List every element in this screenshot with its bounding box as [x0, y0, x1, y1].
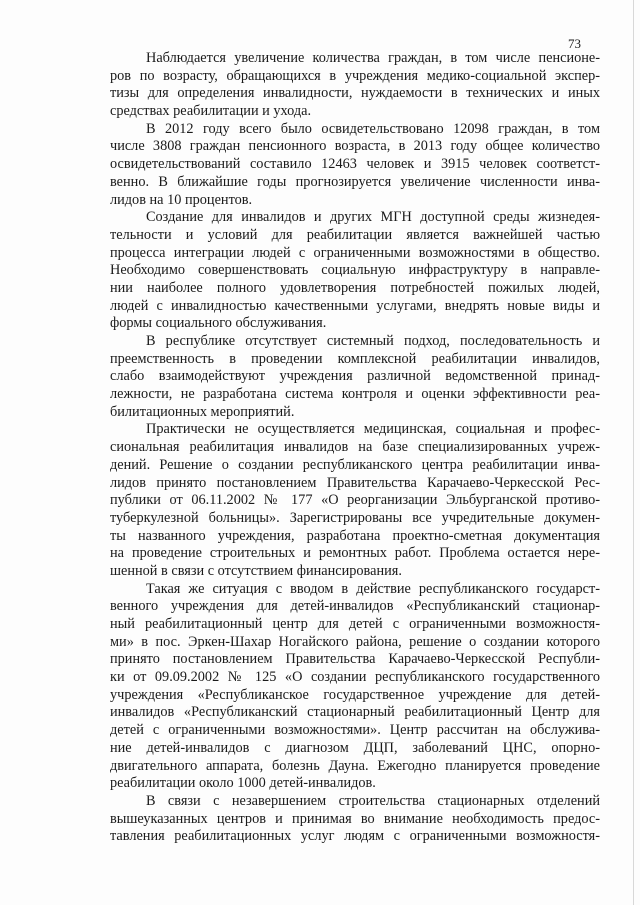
text-line: Создание для инвалидов и других МГН доступной среды жизнедея-: [146, 209, 600, 226]
text-line: дений. Решение о создании республиканского центра реабилитации инва-: [110, 456, 600, 473]
text-line: Практически не осуществляется медицинская, социальная и профес-: [146, 421, 600, 438]
text-line: инвалидов «Республиканский стационарный реабилитационный Центр для: [110, 704, 600, 721]
text-line: преемственность в проведении комплексной реабилитации инвалидов,: [110, 350, 600, 367]
text-line: двигательного аппарата, болезнь Дауна. Ежегодно планируется проведение: [110, 757, 600, 774]
text-line: ки от 09.09.2002 № 125 «О создании республиканского государственного: [110, 669, 600, 686]
text-line: лидов на 10 процентов.: [110, 191, 253, 208]
text-line: шенной в связи с отсутствием финансирования.: [110, 562, 402, 579]
text-line: венно. В ближайшие годы прогнозируется увеличение численности инва-: [110, 173, 600, 190]
text-line: нии наиболее полного удовлетворения потребностей пожилых людей,: [110, 279, 600, 296]
text-line: Необходимо совершенствовать социальную инфраструктуру в направле-: [110, 262, 600, 279]
body-text: [110, 50, 600, 846]
text-line: лидов принято постановлением Правительства Карачаево-Черкесской Рес-: [110, 474, 600, 491]
text-line: туберкулезной больницы». Зарегистрированы все учредительные докумен-: [110, 509, 600, 526]
text-line: средствах реабилитации и ухода.: [110, 103, 312, 120]
text-line: принято постановлением Правительства Карачаево-Черкесской Республи-: [110, 651, 600, 668]
text-line: процесса интеграции людей с ограниченными возможностями в общество.: [110, 244, 600, 261]
page-number: 73: [568, 36, 581, 51]
text-line: формы социального обслуживания.: [110, 315, 327, 332]
text-line: публики от 06.11.2002 № 177 «О реорганизации Эльбурганской противо-: [110, 492, 600, 509]
text-line: ный реабилитационный центр для детей с ограниченными возможностя-: [110, 616, 600, 632]
text-line: венного учреждения для детей-инвалидов «Республиканский стационар-: [110, 598, 600, 615]
text-line: слабо взаимодействуют учреждения различной ведомственной принад-: [110, 368, 600, 385]
scan-edge-line: [633, 0, 634, 905]
text-line: В 2012 году всего было освидетельствовано 12098 граждан, в том: [146, 120, 600, 137]
text-line: Такая же ситуация с вводом в действие республиканского государст-: [146, 580, 600, 597]
text-line: учреждения «Республиканское государственное учреждение для детей-: [110, 686, 600, 703]
text-line: вышеуказанных центров и принимая во внимание необходимость предос-: [110, 810, 600, 827]
text-line: В связи с незавершением строительства стационарных отделений: [146, 792, 600, 809]
text-line: ми» в пос. Эркен-Шахар Ногайского района, решение о создании которого: [110, 633, 600, 650]
text-line: реабилитации около 1000 детей-инвалидов.: [110, 775, 376, 792]
text-line: тавления реабилитационных услуг людям с ограниченными возможностя-: [110, 828, 600, 845]
text-line: билитационных мероприятий.: [110, 403, 295, 420]
text-line: ров по возрасту, обращающихся в учреждения медико-социальной экспер-: [110, 67, 600, 84]
text-line: Наблюдается увеличение количества граждан, в том числе пенсионе-: [146, 50, 600, 66]
text-line: ты названного учреждения, разработана проектно-сметная документация: [110, 527, 600, 544]
text-line: детей с ограниченными возможностями». Центр рассчитан на обслужива-: [110, 722, 600, 739]
text-line: ние детей-инвалидов с диагнозом ДЦП, заболеваний ЦНС, опорно-: [110, 739, 600, 756]
text-line: сиональная реабилитация инвалидов на базе специализированных учреж-: [110, 439, 600, 456]
text-line: В республике отсутствует системный подход, последовательность и: [146, 333, 600, 349]
text-line: на проведение строительных и ремонтных работ. Проблема остается нере-: [110, 545, 600, 562]
text-line: тельности и условий для реабилитации является важнейшей частью: [110, 226, 600, 243]
text-line: освидетельствований составило 12463 человек и 3915 человек соответст-: [110, 156, 600, 173]
text-line: тизы для определения инвалидности, нуждаемости в технических и иных: [110, 85, 600, 102]
text-line: людей с инвалидностью качественными услугами, внедрять новые виды и: [110, 297, 600, 314]
text-line: лежности, не разработана система контроля и оценки эффективности реа-: [110, 386, 600, 403]
text-line: числе 3808 граждан пенсионного возраста, в 2013 году общее количество: [110, 138, 600, 155]
